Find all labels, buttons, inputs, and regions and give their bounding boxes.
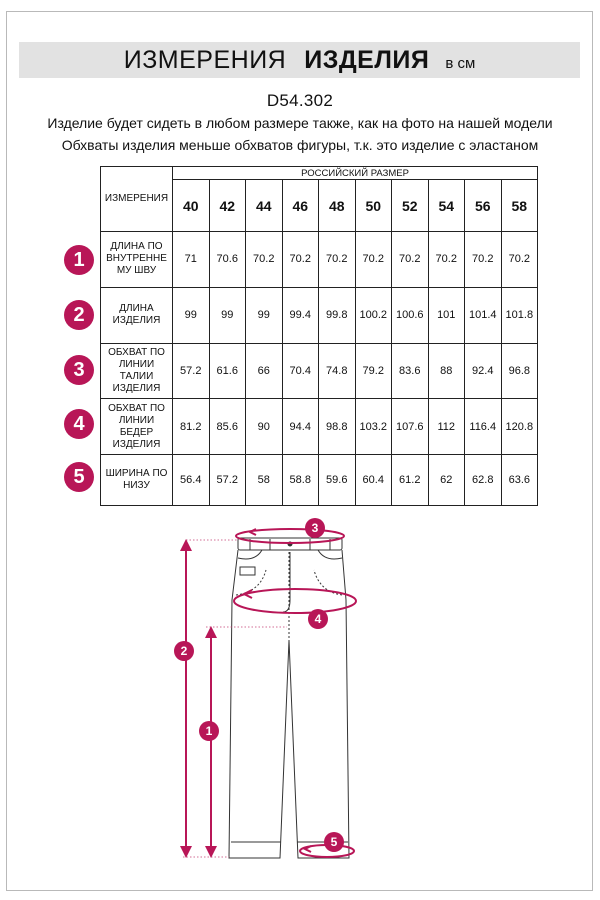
table-cell: 120.8 [501,399,538,455]
row-badge-3: 3 [64,355,94,385]
table-cell: 101 [428,287,465,343]
table-cell: 90 [246,399,283,455]
table-cell: 57.2 [209,455,246,506]
table-cell: 57.2 [173,343,210,399]
table-cell: 70.6 [209,231,246,287]
svg-text:4: 4 [314,612,322,626]
table-cell: 60.4 [355,455,392,506]
title-garment: ИЗДЕЛИЯ [304,46,430,74]
table-cell: 79.2 [355,343,392,399]
row-label: ШИРИНА ПО НИЗУ [101,455,173,506]
table-cell: 112 [428,399,465,455]
diagram-marker-3 [305,518,325,538]
trousers-outline [229,538,349,858]
table-cell: 70.2 [246,231,283,287]
table-cell: 101.8 [501,287,538,343]
table-cell: 85.6 [209,399,246,455]
size-header: 58 [501,180,538,232]
table-cell: 62.8 [465,455,502,506]
table-cell: 81.2 [173,399,210,455]
russian-size-header: РОССИЙСКИЙ РАЗМЕР [173,167,538,180]
diagram-marker-2 [174,641,194,661]
table-cell: 70.2 [501,231,538,287]
article-number: D54.302 [266,91,334,110]
table-cell: 58.8 [282,455,319,506]
table-cell: 88 [428,343,465,399]
table-cell: 62 [428,455,465,506]
size-header: 42 [209,180,246,232]
size-header: 40 [173,180,210,232]
table-cell: 70.4 [282,343,319,399]
diagram-marker-1 [199,721,219,741]
table-cell: 96.8 [501,343,538,399]
table-cell: 92.4 [465,343,502,399]
diagram-marker-4 [308,609,328,629]
hip-ellipse [234,589,356,613]
row-badge-1: 1 [64,245,94,275]
table-cell: 98.8 [319,399,356,455]
row-label: ДЛИНА ИЗДЕЛИЯ [101,287,173,343]
table-cell: 70.2 [355,231,392,287]
table-cell: 100.6 [392,287,429,343]
row-badge-4: 4 [64,409,94,439]
svg-text:3: 3 [311,521,319,535]
table-cell: 63.6 [501,455,538,506]
table-cell: 58 [246,455,283,506]
size-header: 46 [282,180,319,232]
row-label: ОБХВАТ ПО ЛИНИИ ТАЛИИ ИЗДЕЛИЯ [101,343,173,399]
row-badge-2: 2 [64,300,94,330]
row-label: ДЛИНА ПО ВНУТРЕННЕ МУ ШВУ [101,231,173,287]
size-header: 54 [428,180,465,232]
table-cell: 116.4 [465,399,502,455]
table-cell: 99 [173,287,210,343]
table-cell: 101.4 [465,287,502,343]
size-header: 56 [465,180,502,232]
table-cell: 70.2 [282,231,319,287]
title-units: в см [445,55,476,72]
table-cell: 61.6 [209,343,246,399]
table-cell: 99.8 [319,287,356,343]
svg-text:5: 5 [330,835,338,849]
table-cell: 70.2 [465,231,502,287]
table-cell: 99 [246,287,283,343]
table-cell: 71 [173,231,210,287]
table-cell: 103.2 [355,399,392,455]
diagram-marker-5 [324,832,344,852]
table-cell: 99 [209,287,246,343]
table-cell: 74.8 [319,343,356,399]
stretch-note: Обхваты изделия меньше обхватов фигуры, т.к. это изделие с эластаном [61,137,539,153]
table-cell: 61.2 [392,455,429,506]
row-badge-5: 5 [64,462,94,492]
title-measurements: ИЗМЕРЕНИЯ [123,46,287,74]
table-cell: 70.2 [319,231,356,287]
table-cell: 100.2 [355,287,392,343]
guide-lines [180,540,287,857]
table-cell: 56.4 [173,455,210,506]
table-cell: 59.6 [319,455,356,506]
fit-note: Изделие будет сидеть в любом размере также, как на фото на нашей модели [47,115,553,131]
measurements-header: ИЗМЕРЕНИЯ [101,167,173,232]
waist-ellipse [236,529,344,543]
size-header: 50 [355,180,392,232]
size-header: 52 [392,180,429,232]
row-label: ОБХВАТ ПО ЛИНИИ БЕДЕР ИЗДЕЛИЯ [101,399,173,455]
table-cell: 70.2 [428,231,465,287]
svg-text:2: 2 [180,644,188,658]
size-header: 44 [246,180,283,232]
table-cell: 83.6 [392,343,429,399]
svg-text:1: 1 [205,724,213,738]
table-cell: 66 [246,343,283,399]
table-cell: 94.4 [282,399,319,455]
table-cell: 70.2 [392,231,429,287]
table-cell: 107.6 [392,399,429,455]
table-cell: 99.4 [282,287,319,343]
size-header: 48 [319,180,356,232]
